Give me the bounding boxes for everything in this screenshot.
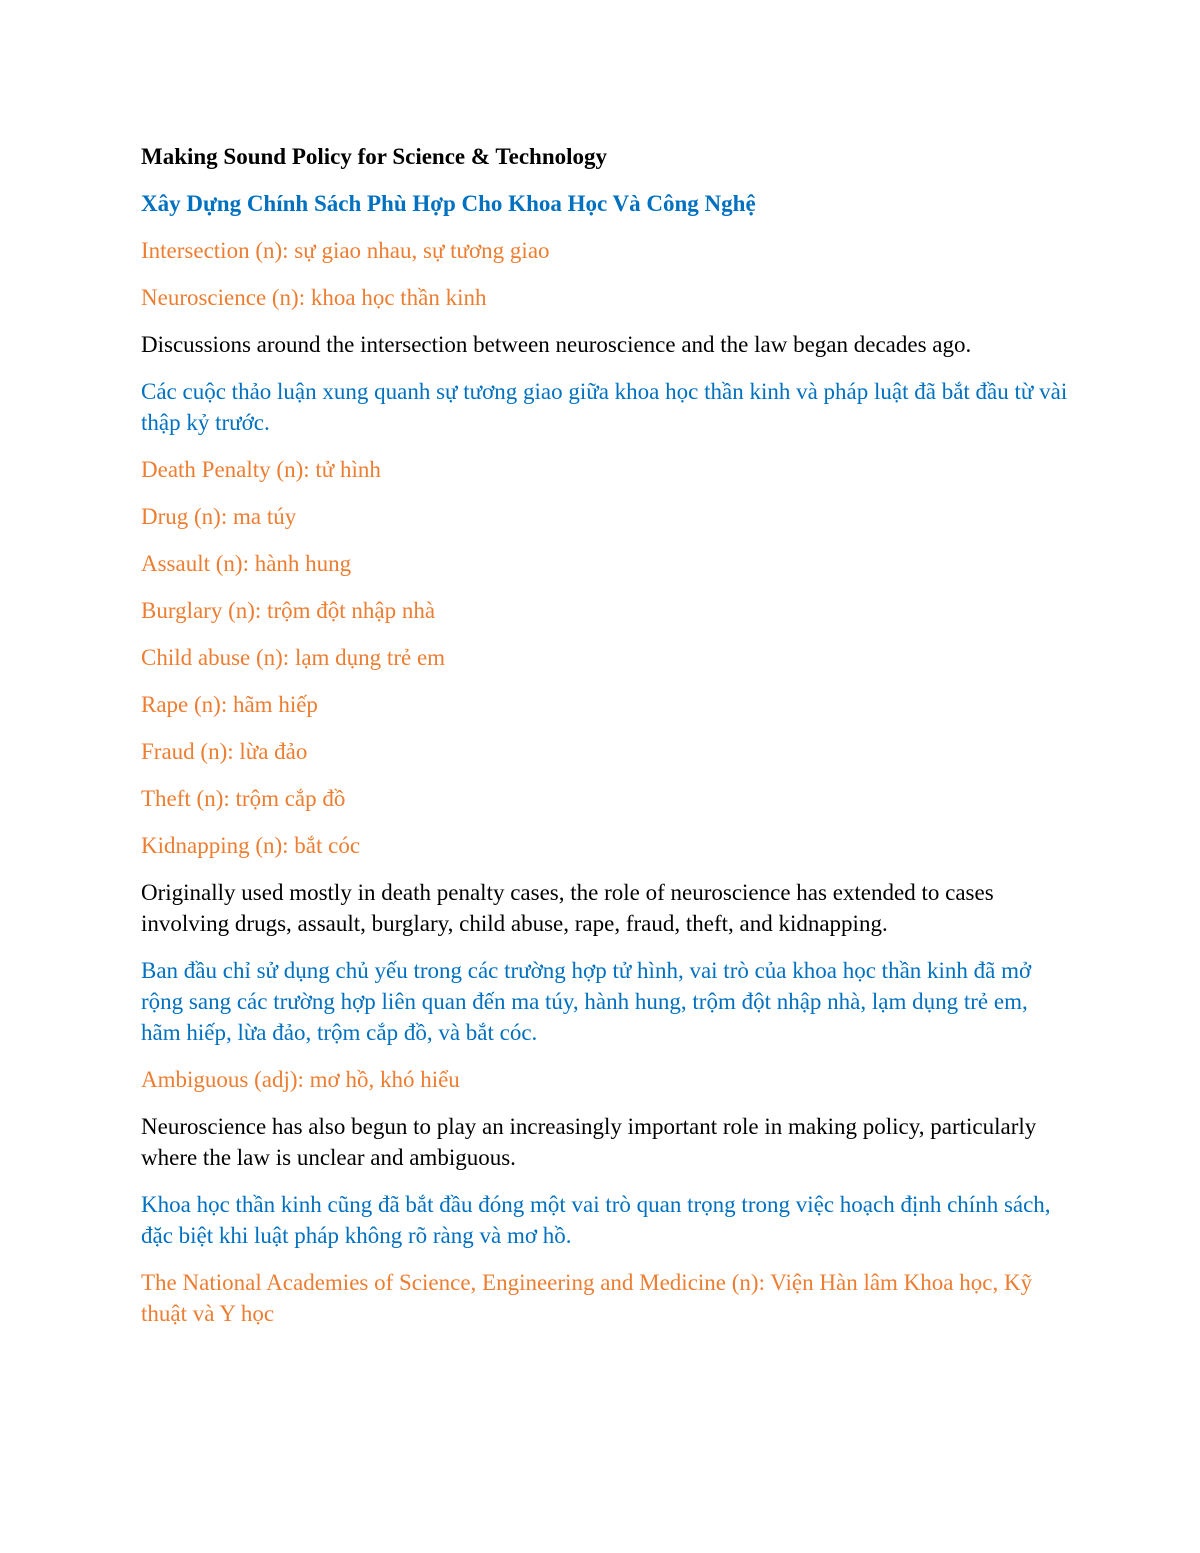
document-page xyxy=(141,141,1071,1345)
document-title-vietnamese: Xây Dựng Chính Sách Phù Hợp Cho Khoa Học Và Công Nghệ xyxy=(141,191,756,216)
vocab-entry: Drug (n): ma túy xyxy=(141,504,297,529)
vocab-entry: Assault (n): hành hung xyxy=(141,551,352,576)
vocab-entry: Ambiguous (adj): mơ hồ, khó hiểu xyxy=(141,1067,460,1092)
vocab-entry: Kidnapping (n): bắt cóc xyxy=(141,833,361,858)
vocab-entry: Burglary (n): trộm đột nhập nhà xyxy=(141,598,436,623)
vocab-entry: Theft (n): trộm cắp đồ xyxy=(141,786,346,811)
vocab-entry: Fraud (n): lừa đảo xyxy=(141,739,308,764)
vocab-entry: Intersection (n): sự giao nhau, sự tương giao xyxy=(141,238,550,263)
vocab-entry: Neuroscience (n): khoa học thần kinh xyxy=(141,285,487,310)
vocab-entry: The National Academies of Science, Engineering and Medicine (n): Viện Hàn lâm Khoa học, Kỹ thuật và Y học xyxy=(141,1270,1033,1326)
document-title: Making Sound Policy for Science & Technology xyxy=(141,144,608,169)
vietnamese-translation: Khoa học thần kinh cũng đã bắt đầu đóng một vai trò quan trọng trong việc hoạch định chính sách, đặc biệt khi luật pháp không rõ ràng và mơ hồ. xyxy=(141,1192,1051,1248)
vocab-entry: Rape (n): hãm hiếp xyxy=(141,692,318,717)
english-sentence: Neuroscience has also begun to play an increasingly important role in making policy, particularly where the law is unclear and ambiguous. xyxy=(141,1114,1037,1170)
vietnamese-translation: Ban đầu chỉ sử dụng chủ yếu trong các trường hợp tử hình, vai trò của khoa học thần kinh đã mở rộng sang các trường hợp liên quan đến ma túy, hành hung, trộm đột nhập nhà, lạm dụng trẻ em, hãm hiếp, lừa đảo, trộm cắp đồ, và bắt cóc. xyxy=(141,958,1032,1045)
english-sentence: Originally used mostly in death penalty cases, the role of neuroscience has extended to cases involving drugs, assault, burglary, child abuse, rape, fraud, theft, and kidnapping. xyxy=(141,880,994,936)
english-sentence: Discussions around the intersection between neuroscience and the law began decades ago. xyxy=(141,332,972,357)
vietnamese-translation: Các cuộc thảo luận xung quanh sự tương giao giữa khoa học thần kinh và pháp luật đã bắt đầu từ vài thập kỷ trước. xyxy=(141,379,1068,435)
vocab-entry: Child abuse (n): lạm dụng trẻ em xyxy=(141,645,446,670)
vocab-entry: Death Penalty (n): tử hình xyxy=(141,457,381,482)
